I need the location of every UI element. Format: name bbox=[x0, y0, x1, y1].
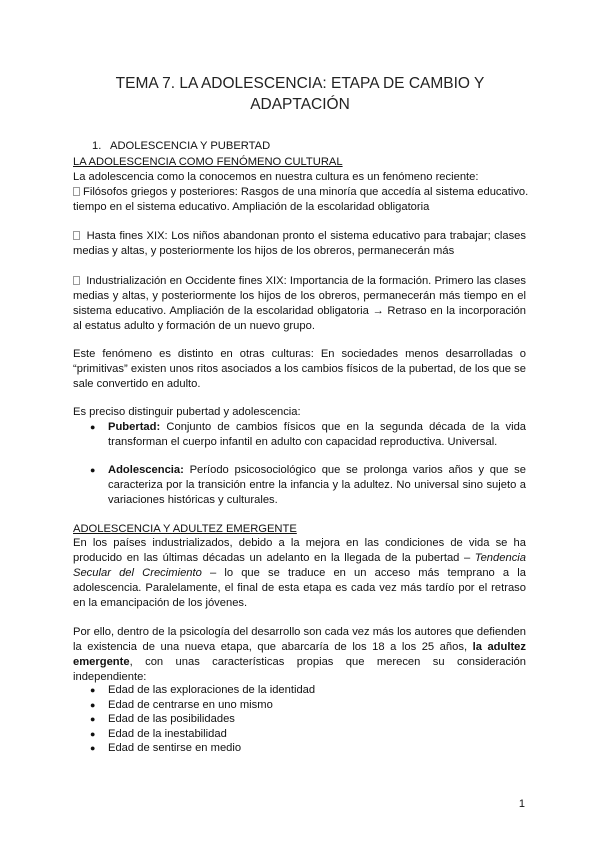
bullet-icon: ● bbox=[90, 714, 96, 724]
subheading-emergent: ADOLESCENCIA Y ADULTEZ EMERGENTE bbox=[73, 523, 297, 535]
bullet-icon: ● bbox=[90, 685, 96, 695]
list-item: Edad de las posibilidades bbox=[108, 713, 235, 725]
distinguish-text: Es preciso distinguir pubertad y adolescencia: bbox=[73, 406, 301, 418]
list-item: Filósofos griegos y posteriores: Rasgos de una minoría que accedía al sistema educativo. bbox=[73, 185, 528, 200]
bullet-icon: ● bbox=[90, 700, 96, 710]
subheading-cultural: LA ADOLESCENCIA COMO FENÓMENO CULTURAL bbox=[73, 156, 343, 168]
paragraph-emergent: Por ello, dentro de la psicología del desarrollo son cada vez más los autores que defienden la existencia de una nueva etapa, que abarcaría de los 18 a los 25 años, la adultez emergente, con unas características propias que merecen su consideración independiente: bbox=[73, 626, 526, 683]
list-item: Industrialización en Occidente fines XIX: Importancia de la formación. Primero las clases medias y altas, y posteriormente los hijos de los obreros, permanecerán más tiempo en el sistema educativo. Ampliación de la escolaridad obligatoria → Retraso en la incorporación al estatus adulto y formación de un nuevo grupo. bbox=[73, 275, 526, 332]
list-item: Edad de centrarse en uno mismo bbox=[108, 699, 273, 711]
bullet-icon: ● bbox=[90, 743, 96, 753]
missing-glyph-icon bbox=[73, 187, 80, 196]
title-line-1: TEMA 7. LA ADOLESCENCIA: ETAPA DE CAMBIO Y bbox=[115, 75, 485, 92]
missing-glyph-icon bbox=[73, 276, 80, 285]
list-item-continuation: tiempo en el sistema educativo. Ampliación de la escolaridad obligatoria bbox=[73, 201, 430, 213]
list-item: Edad de sentirse en medio bbox=[108, 742, 242, 754]
intro-text: La adolescencia como la conocemos en nuestra cultura es un fenómeno reciente: bbox=[73, 171, 479, 183]
title-line-2: ADAPTACIÓN bbox=[250, 96, 350, 113]
page-number: 1 bbox=[518, 798, 525, 810]
section-heading: ADOLESCENCIA Y PUBERTAD bbox=[110, 140, 271, 152]
paragraph-cultures: Este fenómeno es distinto en otras culturas: En sociedades menos desarrolladas o “primitivas” existen unos ritos asociados a los cambios físicos de la pubertad, de los que se sale convertido en adulto. bbox=[73, 348, 526, 390]
definition-pubertad: Pubertad: Conjunto de cambios físicos que en la segunda década de la vida transforman el cuerpo infantil en adulto con capacidad reproductiva. Universal. bbox=[108, 421, 527, 448]
paragraph-industrial: En los países industrializados, debido a la mejora en las condiciones de vida se ha producido en las últimas décadas un adelanto en la llegada de la pubertad – Tendencia Secular del Crecimiento – lo que se traduce en un acceso más temprano a la adolescencia. Paralelamente, el final de esta etapa es cada vez más tardío por el retraso en la emancipación de los jóvenes. bbox=[73, 537, 526, 609]
document-title bbox=[60, 73, 540, 115]
missing-glyph-icon bbox=[73, 231, 80, 240]
bullet-icon: ● bbox=[90, 422, 96, 432]
bullet-icon: ● bbox=[90, 465, 96, 475]
bullet-icon: ● bbox=[90, 729, 96, 739]
definition-adolescencia: Adolescencia: Período psicosociológico que se prolonga varios años y que se caracteriza por la transición entre la infancia y la adultez. No universal sino sujeto a variaciones históricas y culturales. bbox=[108, 464, 527, 506]
list-item: Edad de la inestabilidad bbox=[108, 728, 227, 740]
list-item: Edad de las exploraciones de la identidad bbox=[108, 684, 316, 696]
list-item: Hasta fines XIX: Los niños abandonan pronto el sistema educativo para trabajar; clases medias y altas, y posteriormente los hijos de los obreros, permanecerán más bbox=[73, 230, 526, 257]
section-number: 1. bbox=[92, 140, 102, 152]
